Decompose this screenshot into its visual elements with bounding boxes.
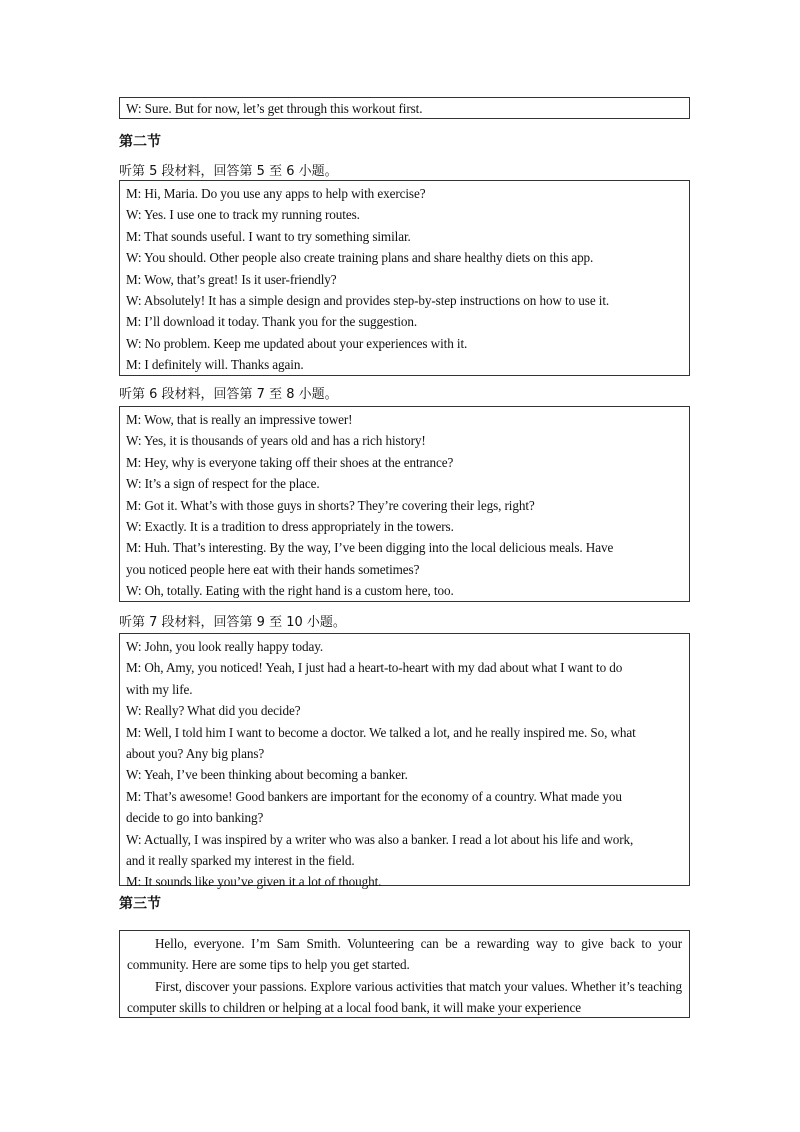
dialogue-line: M: That’s awesome! Good bankers are important for the economy of a country. What made you: [126, 788, 622, 804]
dialogue-line: W: No problem. Keep me updated about your experiences with it.: [126, 335, 468, 351]
top-dialogue-box: [119, 97, 690, 119]
dialogue-line: M: I definitely will. Thanks again.: [126, 357, 304, 373]
monologue-paragraph: Hello, everyone. I’m Sam Smith. Volunteering can be a rewarding way to give back to your community. Here are some tips to help you get started.: [127, 936, 682, 973]
passage-7-transcript: [119, 633, 690, 890]
dialogue-line: W: Absolutely! It has a simple design and provides step-by-step instructions on how to use it.: [126, 293, 610, 309]
dialogue-line: and it really sparked my interest in the field.: [126, 853, 355, 869]
dialogue-line: M: Wow, that’s great! Is it user-friendly?: [126, 271, 337, 287]
dialogue-line: M: Oh, Amy, you noticed! Yeah, I just had a heart-to-heart with my dad about what I want to do: [126, 660, 623, 676]
dialogue-line: W: Yeah, I’ve been thinking about becoming a banker.: [126, 767, 408, 783]
dialogue-line: W: Really? What did you decide?: [126, 703, 301, 719]
dialogue-line: W: Actually, I was inspired by a writer who was also a banker. I read a lot about his life and work,: [126, 831, 634, 847]
dialogue-line: W: It’s a sign of respect for the place.: [126, 476, 320, 492]
dialogue-line: M: Huh. That’s interesting. By the way, I’ve been digging into the local delicious meals. Have: [126, 540, 614, 556]
dialogue-line: with my life.: [126, 681, 193, 697]
dialogue-line: W: Sure. But for now, let’s get through this workout first.: [126, 101, 423, 116]
dialogue-line: M: I’ll download it today. Thank you for the suggestion.: [126, 314, 418, 330]
dialogue-line: W: Yes. I use one to track my running routes.: [126, 207, 360, 223]
dialogue-line: M: Wow, that is really an impressive tower!: [126, 412, 353, 427]
dialogue-line: you noticed people here eat with their hands sometimes?: [126, 561, 420, 577]
dialogue-line: M: Got it. What’s with those guys in shorts? They’re covering their legs, right?: [126, 497, 535, 513]
dialogue-line: W: Exactly. It is a tradition to dress appropriately in the towers.: [126, 519, 454, 535]
monologue-paragraph: First, discover your passions. Explore various activities that match your values. Whether it’s teaching computer skills to children or helping at a local food bank, it will make your experience: [127, 978, 682, 1016]
dialogue-line: M: Well, I told him I want to become a doctor. We talked a lot, and he really inspired me. So, what: [126, 724, 636, 740]
dialogue-line: W: Yes, it is thousands of years old and has a rich history!: [126, 433, 426, 449]
passage-5-transcript: [119, 180, 690, 376]
passage-7-instruction: 听第 7 段材料，回答第 9 至 10 小题。: [119, 615, 346, 630]
section-2-heading: 第二节: [119, 134, 161, 150]
dialogue-line: about you? Any big plans?: [126, 746, 265, 762]
dialogue-line: W: Oh, totally. Eating with the right hand is a custom here, too.: [126, 583, 454, 599]
dialogue-line: M: Hey, why is everyone taking off their shoes at the entrance?: [126, 454, 454, 470]
dialogue-line: decide to go into banking?: [126, 810, 264, 826]
passage-6-transcript: [119, 406, 690, 602]
dialogue-line: M: It sounds like you’ve given it a lot of thought.: [126, 874, 382, 890]
dialogue-line: M: That sounds useful. I want to try something similar.: [126, 228, 411, 244]
dialogue-line: M: Hi, Maria. Do you use any apps to help with exercise?: [126, 186, 426, 201]
passage-6-instruction: 听第 6 段材料，回答第 7 至 8 小题。: [119, 387, 338, 402]
dialogue-line: W: John, you look really happy today.: [126, 639, 324, 654]
section-3-transcript: [119, 930, 690, 1018]
passage-5-instruction: 听第 5 段材料，回答第 5 至 6 小题。: [119, 164, 338, 179]
section-3-heading: 第三节: [119, 896, 161, 912]
dialogue-line: W: You should. Other people also create training plans and share healthy diets on this app.: [126, 250, 594, 266]
